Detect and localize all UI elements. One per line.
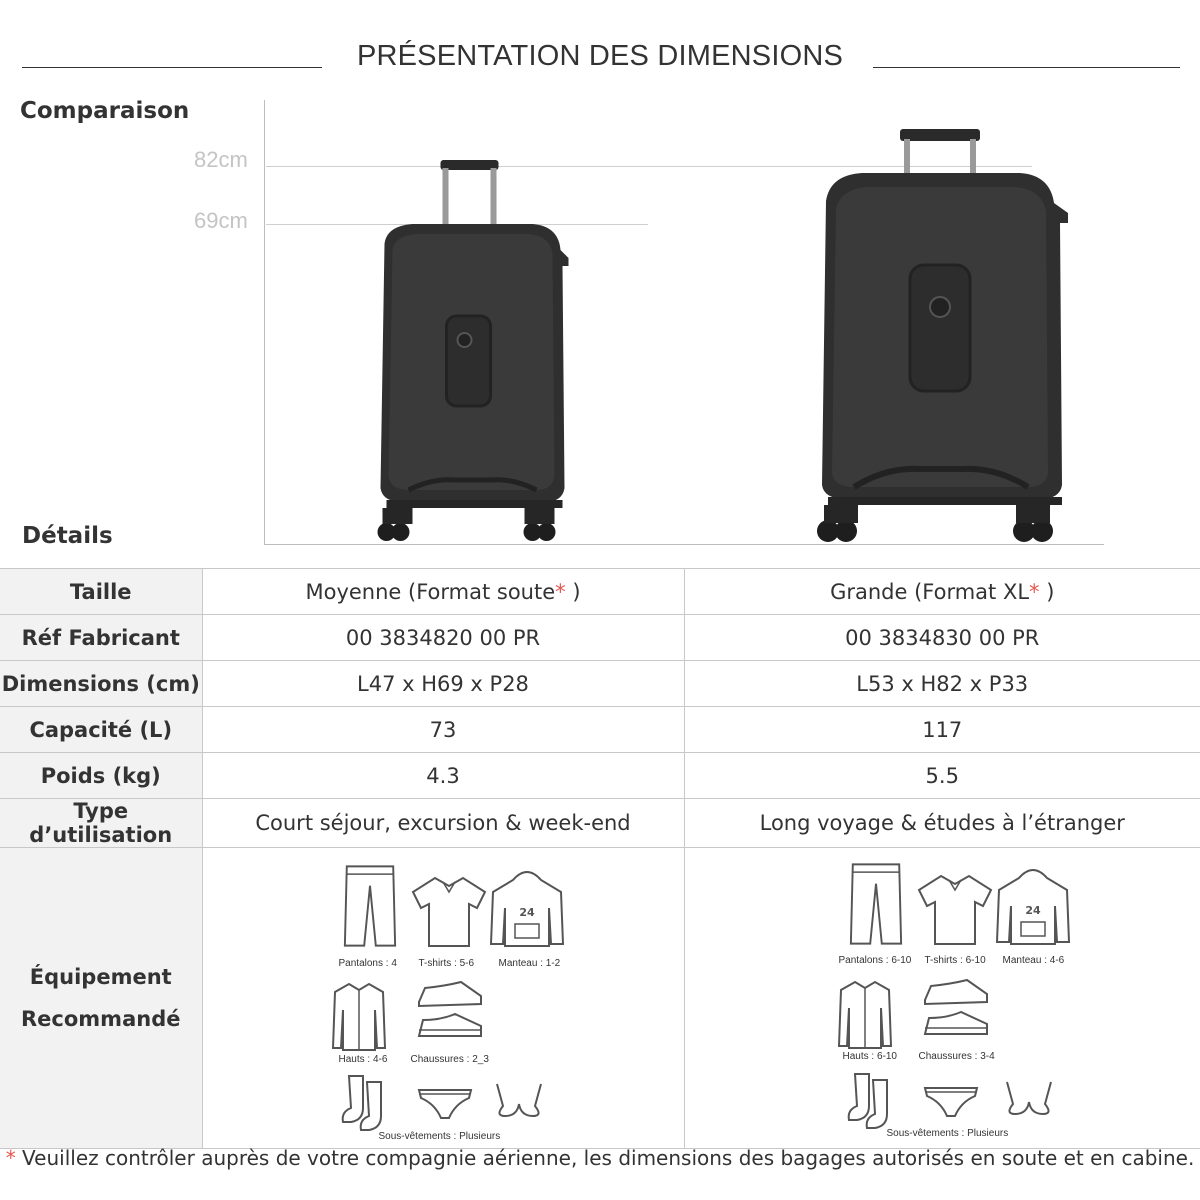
- coat-caption: Manteau : 1-2: [498, 958, 561, 969]
- hoodie-icon: [993, 866, 1073, 948]
- cell-large: 00 3834830 00 PR: [684, 615, 1200, 661]
- bra-icon: [491, 1080, 547, 1120]
- equipment-label-line-1: Équipement: [29, 965, 172, 989]
- height-label-69: 69cm: [194, 208, 248, 233]
- row-label-equipment: [0, 848, 202, 1149]
- column-header-large: Grande (Format XL* ): [684, 569, 1200, 615]
- cell-large: L53 x H82 x P33: [684, 661, 1200, 707]
- equipment-label-line-2: Recommandé: [21, 1007, 181, 1031]
- hoodie-number: 24: [518, 906, 535, 919]
- shirt-icon: [837, 978, 893, 1050]
- underwear-caption: Sous-vêtements : Plusieurs: [378, 1131, 501, 1142]
- tshirt-icon: [915, 872, 995, 948]
- coat-caption: Manteau : 4-6: [1002, 955, 1065, 966]
- socks-icon: [845, 1070, 901, 1130]
- comparison-heading: Comparaison: [20, 98, 190, 124]
- page-title: PRÉSENTATION DES DIMENSIONS: [356, 40, 844, 72]
- equipment-cell-large: [684, 848, 1200, 1149]
- tops-caption: Hauts : 6-10: [842, 1051, 897, 1062]
- table-row: [0, 615, 1200, 661]
- bra-icon: [1001, 1078, 1057, 1118]
- row-label: Poids (kg): [0, 753, 202, 799]
- cell-medium: 00 3834820 00 PR: [202, 615, 684, 661]
- row-label: Réf Fabricant: [0, 615, 202, 661]
- underwear-caption: Sous-vêtements : Plusieurs: [886, 1128, 1009, 1139]
- cell-medium: 73: [202, 707, 684, 753]
- pants-caption: Pantalons : 4: [338, 958, 397, 969]
- cell-large: Long voyage & études à l’étranger: [684, 799, 1200, 848]
- details-heading: Détails: [22, 523, 113, 549]
- footnote-text: Veuillez contrôler auprès de votre compagnie aérienne, les dimensions des bagages autorisés en soute et en cabine.: [15, 1146, 1195, 1170]
- tshirt-icon: [409, 874, 489, 950]
- tshirt-caption: T-shirts : 5-6: [418, 958, 475, 969]
- cell-large: 5.5: [684, 753, 1200, 799]
- pants-icon: [847, 860, 905, 948]
- tops-caption: Hauts : 4-6: [338, 1054, 388, 1065]
- details-table: [0, 568, 1200, 1149]
- shoes-caption: Chaussures : 2_3: [410, 1054, 489, 1065]
- table-row: [0, 753, 1200, 799]
- height-label-82: 82cm: [194, 147, 248, 172]
- cell-medium: 4.3: [202, 753, 684, 799]
- column-header-medium: Moyenne (Format soute* ): [202, 569, 684, 615]
- cell-medium: L47 x H69 x P28: [202, 661, 684, 707]
- pants-caption: Pantalons : 6-10: [838, 955, 912, 966]
- table-row-taille: [0, 569, 1200, 615]
- cell-large: 117: [684, 707, 1200, 753]
- pants-icon: [341, 862, 399, 950]
- table-row-equipment: [0, 848, 1200, 1149]
- table-row: [0, 799, 1200, 848]
- socks-icon: [339, 1072, 395, 1132]
- briefs-icon: [415, 1084, 475, 1124]
- table-row: [0, 661, 1200, 707]
- cell-medium: Court séjour, excursion & week-end: [202, 799, 684, 848]
- equipment-grid-medium: [203, 848, 684, 1148]
- equipment-cell-medium: [202, 848, 684, 1149]
- row-label: Type d’utilisation: [0, 799, 202, 848]
- row-label: Dimensions (cm): [0, 661, 202, 707]
- hoodie-number: 24: [1024, 904, 1041, 917]
- briefs-icon: [921, 1082, 981, 1122]
- chart-axis-vertical: [264, 100, 265, 545]
- large-suitcase-image: [815, 127, 1077, 547]
- equipment-grid-large: [685, 848, 1200, 1148]
- medium-suitcase-image: [370, 158, 575, 548]
- shoes-icon: [415, 978, 485, 1042]
- shoes-icon: [921, 976, 991, 1040]
- footnote: [0, 1146, 1200, 1170]
- table-row: [0, 707, 1200, 753]
- row-label-taille: Taille: [0, 569, 202, 615]
- tshirt-caption: T-shirts : 6-10: [924, 955, 986, 966]
- shoes-caption: Chaussures : 3-4: [918, 1051, 995, 1062]
- shirt-icon: [331, 980, 387, 1052]
- footnote-star: *: [5, 1146, 16, 1170]
- hoodie-icon: [487, 868, 567, 950]
- row-label: Capacité (L): [0, 707, 202, 753]
